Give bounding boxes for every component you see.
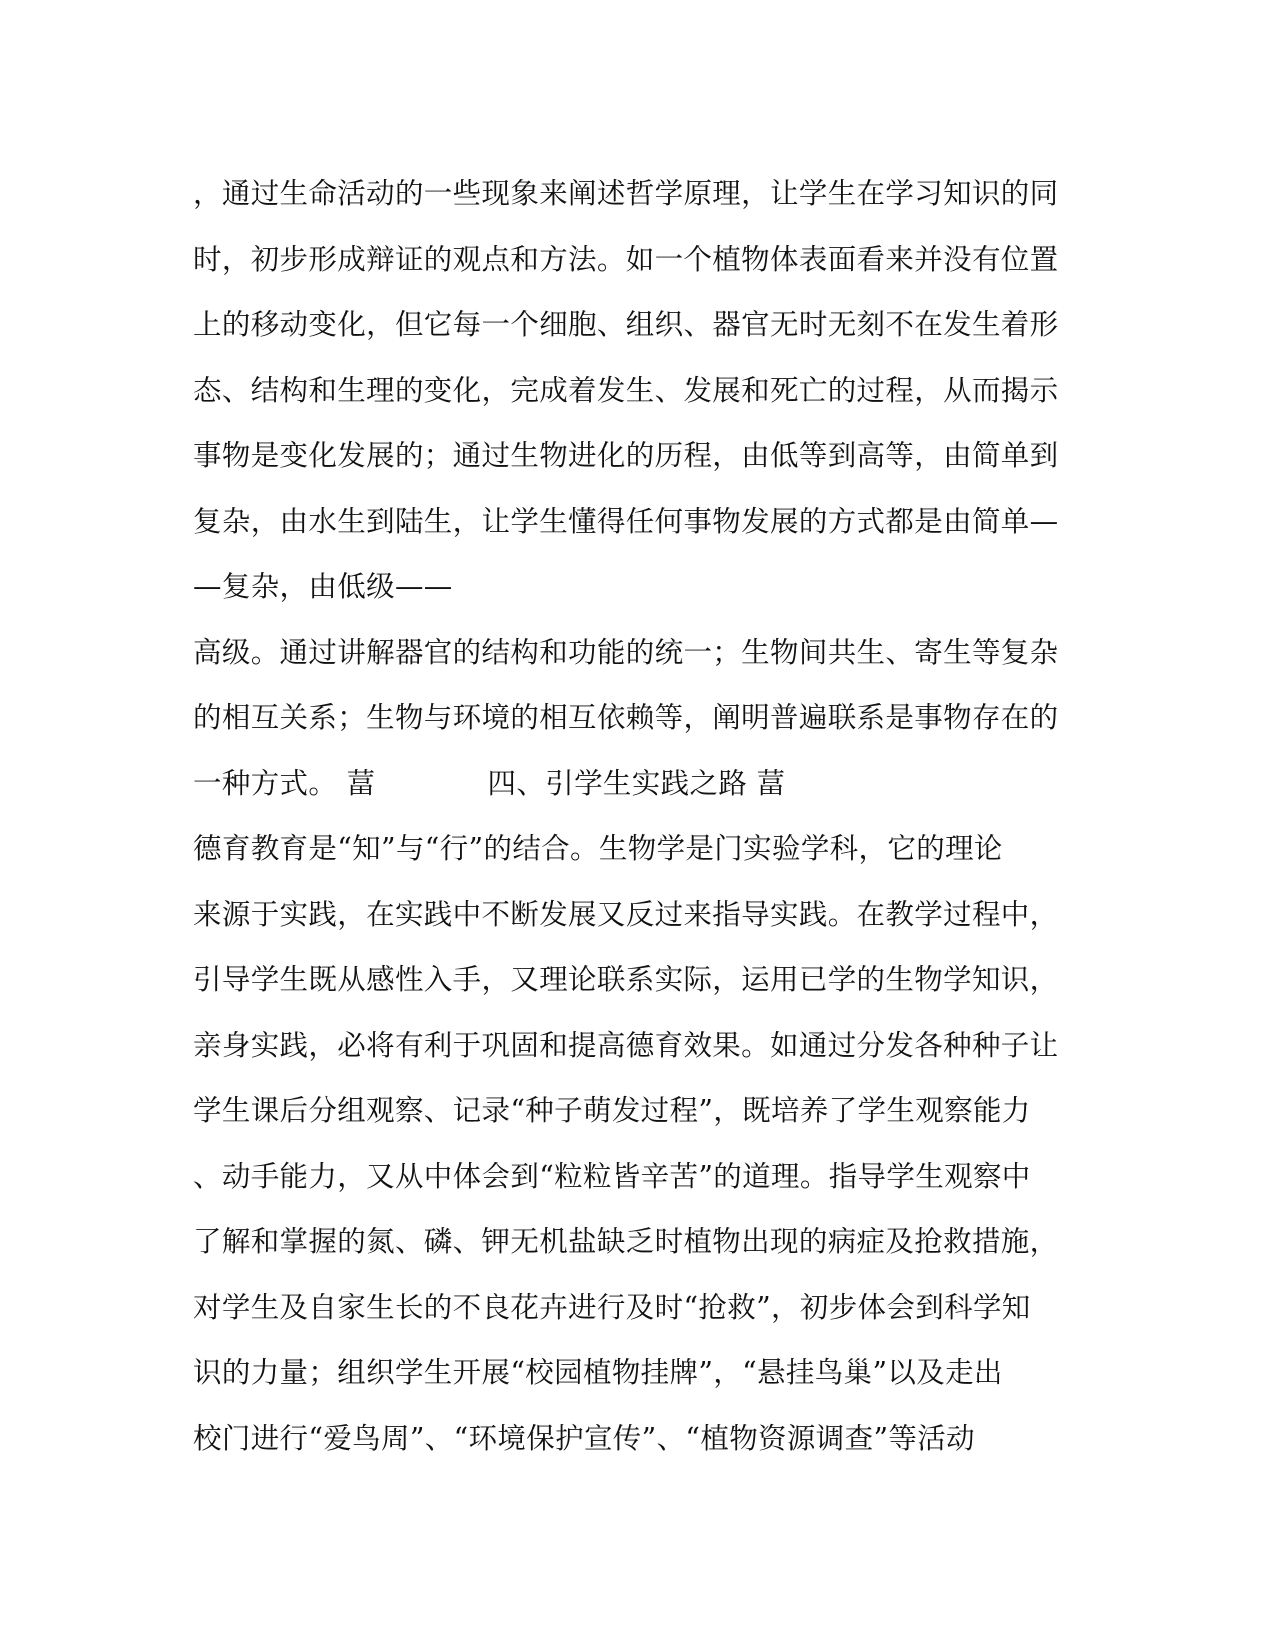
section-heading: 四、引学生实践之路 葍: [487, 766, 786, 800]
section-heading-line: [193, 758, 1083, 824]
document-body: [193, 168, 1083, 1478]
text-line: 上的移动变化，但它每一个细胞、组织、器官无时无刻不在发生着形: [193, 308, 1059, 341]
text-line: —复杂，由低级——: [193, 570, 453, 603]
text-line: ，通过生命活动的一些现象来阐述哲学原理，让学生在学习知识的同: [193, 177, 1059, 210]
text-line: 的相互关系；生物与环境的相互依赖等，阐明普遍联系是事物存在的: [193, 701, 1059, 734]
text-line: 亲身实践，必将有利于巩固和提高德育效果。如通过分发各种种子让: [193, 1028, 1059, 1062]
text-line: 识的力量；组织学生开展“校园植物挂牌”，“悬挂鸟巢”以及走出: [193, 1356, 1003, 1389]
text-line: 对学生及自家生长的不良花卉进行及时“抢救”，初步体会到科学知: [193, 1290, 1031, 1324]
text-line: 校门进行“爱鸟周”、“环境保护宣传”、“植物资源调查”等活动: [193, 1421, 975, 1455]
text-line: 德育教育是“知”与“行”的结合。生物学是门实验学科，它的理论: [193, 832, 1003, 865]
text-line: 高级。通过讲解器官的结构和功能的统一；生物间共生、寄生等复杂: [193, 635, 1059, 669]
text-line: 时，初步形成辩证的观点和方法。如一个植物体表面看来并没有位置: [193, 242, 1059, 276]
text-line: 引导学生既从感性入手，又理论联系实际，运用已学的生物学知识，: [193, 963, 1059, 996]
text-line: 态、结构和生理的变化，完成着发生、发展和死亡的过程，从而揭示: [193, 373, 1059, 407]
text-line: 了解和掌握的氮、磷、钾无机盐缺乏时植物出现的病症及抢救措施，: [193, 1225, 1059, 1258]
text-line: 事物是变化发展的；通过生物进化的历程，由低等到高等，由简单到: [193, 439, 1059, 472]
text-line: 、动手能力，又从中体会到“粒粒皆辛苦”的道理。指导学生观察中: [193, 1159, 1031, 1193]
text-line: 学生课后分组观察、记录“种子萌发过程”，既培养了学生观察能力: [193, 1094, 1031, 1127]
text-line: 复杂，由水生到陆生，让学生懂得任何事物发展的方式都是由简单—: [193, 504, 1059, 538]
text-line-prefix: 一种方式。 葍: [193, 766, 376, 800]
text-line: 来源于实践，在实践中不断发展又反过来指导实践。在教学过程中，: [193, 897, 1059, 931]
